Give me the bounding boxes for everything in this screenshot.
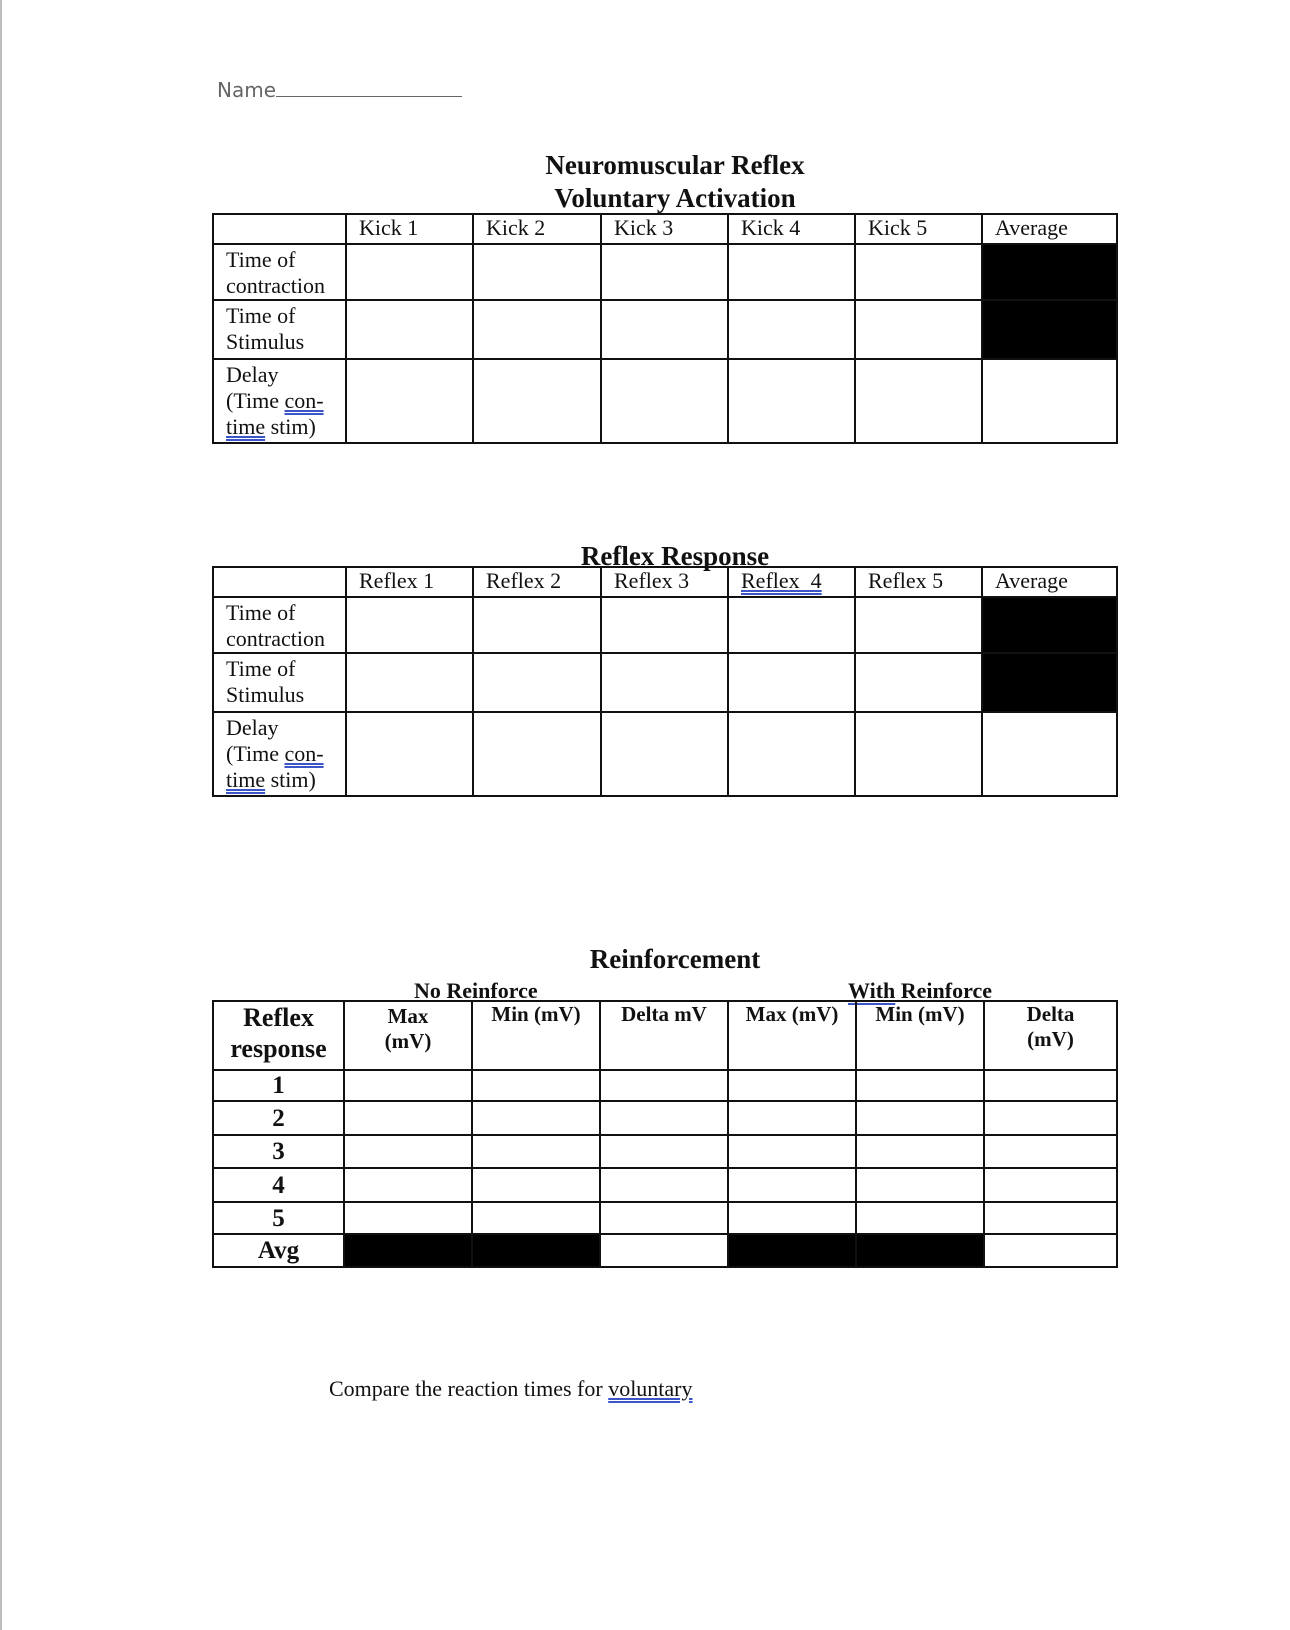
data-cell[interactable] — [601, 244, 728, 300]
voluntary-table — [212, 213, 1118, 444]
data-cell[interactable] — [728, 1168, 856, 1202]
row-label-line — [226, 767, 345, 793]
row-label-line: Delay — [226, 715, 279, 740]
voluntary-col-kick-5: Kick 5 — [855, 214, 982, 244]
reinforcement-row — [213, 1101, 1117, 1135]
data-cell[interactable] — [855, 359, 982, 443]
row-label-line — [226, 414, 345, 440]
data-cell[interactable] — [728, 653, 855, 712]
data-cell[interactable] — [728, 300, 855, 359]
blacked-out-cell — [856, 1234, 984, 1267]
data-cell[interactable] — [855, 653, 982, 712]
data-cell[interactable] — [344, 1202, 472, 1234]
header-line: (mV) — [1027, 1027, 1074, 1051]
reflex-row-label — [213, 653, 346, 712]
data-cell[interactable] — [856, 1202, 984, 1234]
voluntary-row-stimulus — [213, 300, 1117, 359]
reinforcement-row — [213, 1202, 1117, 1234]
row-number: 3 — [213, 1135, 344, 1168]
data-cell[interactable] — [346, 300, 473, 359]
data-cell[interactable] — [344, 1168, 472, 1202]
spellcheck-text: time — [226, 767, 266, 792]
data-cell[interactable] — [346, 653, 473, 712]
data-cell[interactable] — [984, 1101, 1117, 1135]
data-cell[interactable] — [984, 1135, 1117, 1168]
row-avg-label: Avg — [213, 1234, 344, 1267]
spellcheck-text: time — [226, 414, 266, 439]
data-cell[interactable] — [600, 1234, 728, 1267]
data-cell[interactable] — [728, 597, 855, 653]
reflex-col-2: Reflex 2 — [473, 567, 601, 597]
row-label-text: (Time — [226, 741, 285, 766]
row-label-text: (Time — [226, 388, 285, 413]
reflex-col-3: Reflex 3 — [601, 567, 728, 597]
data-cell[interactable] — [601, 359, 728, 443]
row-label-line — [226, 388, 345, 414]
data-cell[interactable] — [855, 597, 982, 653]
data-cell[interactable] — [472, 1070, 600, 1101]
voluntary-row-delay — [213, 359, 1117, 443]
data-cell[interactable] — [473, 244, 601, 300]
compare-prompt — [329, 1376, 693, 1402]
data-cell[interactable] — [728, 359, 855, 443]
data-cell[interactable] — [473, 597, 601, 653]
voluntary-col-kick-1: Kick 1 — [346, 214, 473, 244]
name-label: Name — [217, 78, 277, 102]
voluntary-title-line1: Neuromuscular Reflex — [545, 150, 805, 180]
data-cell[interactable] — [982, 712, 1117, 796]
data-cell[interactable] — [472, 1135, 600, 1168]
blacked-out-cell — [982, 653, 1117, 712]
voluntary-title-line2: Voluntary Activation — [554, 183, 796, 213]
data-cell[interactable] — [856, 1168, 984, 1202]
header-line: response — [230, 1034, 327, 1063]
reflex-header-row — [213, 567, 1117, 597]
spellcheck-text: Reflex 4 — [741, 568, 822, 593]
data-cell[interactable] — [728, 1070, 856, 1101]
data-cell[interactable] — [856, 1135, 984, 1168]
data-cell[interactable] — [472, 1202, 600, 1234]
reinforcement-table — [212, 1000, 1118, 1268]
voluntary-header-row — [213, 214, 1117, 244]
data-cell[interactable] — [600, 1070, 728, 1101]
header-line: (mV) — [384, 1029, 432, 1053]
row-number: 5 — [213, 1202, 344, 1234]
data-cell[interactable] — [344, 1135, 472, 1168]
reflex-col-5: Reflex 5 — [855, 567, 982, 597]
voluntary-col-kick-2: Kick 2 — [473, 214, 601, 244]
row-number: 2 — [213, 1101, 344, 1135]
data-cell[interactable] — [346, 244, 473, 300]
with-reinforce-text: Reinforce — [895, 978, 993, 1003]
reflex-corner-cell — [213, 567, 346, 597]
spellcheck-text: con- — [284, 388, 324, 413]
page-edge — [0, 0, 2, 1630]
voluntary-col-kick-3: Kick 3 — [601, 214, 728, 244]
data-cell[interactable] — [473, 300, 601, 359]
reinforcement-row — [213, 1070, 1117, 1101]
reflex-table — [212, 566, 1118, 797]
data-cell[interactable] — [728, 1135, 856, 1168]
data-cell[interactable] — [984, 1070, 1117, 1101]
row-label-line: Time of — [226, 303, 296, 328]
blacked-out-cell — [344, 1234, 472, 1267]
blacked-out-cell — [728, 1234, 856, 1267]
header-line: Reflex — [243, 1003, 314, 1032]
voluntary-corner-cell — [213, 214, 346, 244]
voluntary-row-label — [213, 244, 346, 300]
data-cell[interactable] — [472, 1101, 600, 1135]
reinforcement-row-avg — [213, 1234, 1117, 1267]
blacked-out-cell — [472, 1234, 600, 1267]
row-number: 4 — [213, 1168, 344, 1202]
voluntary-col-average: Average — [982, 214, 1117, 244]
spellcheck-text: With — [848, 978, 896, 1003]
data-cell[interactable] — [473, 653, 601, 712]
reflex-row-label — [213, 597, 346, 653]
data-cell[interactable] — [600, 1101, 728, 1135]
data-cell[interactable] — [855, 300, 982, 359]
col-min-with-reinforce: Min (mV) — [856, 1001, 984, 1070]
name-field[interactable] — [217, 78, 462, 102]
row-label-line: Delay — [226, 362, 279, 387]
data-cell[interactable] — [600, 1168, 728, 1202]
name-blank[interactable] — [276, 78, 462, 97]
reinforcement-header-row — [213, 1001, 1117, 1070]
reinforcement-row — [213, 1168, 1117, 1202]
row-label-line: Stimulus — [226, 329, 305, 354]
reflex-row-contraction — [213, 597, 1117, 653]
data-cell[interactable] — [984, 1202, 1117, 1234]
data-cell[interactable] — [601, 597, 728, 653]
col-min-no-reinforce: Min (mV) — [472, 1001, 600, 1070]
row-label-line: Time of — [226, 656, 296, 681]
row-number: 1 — [213, 1070, 344, 1101]
data-cell[interactable] — [346, 597, 473, 653]
reflex-row-label — [213, 712, 346, 796]
no-reinforce-label: No Reinforce — [414, 978, 538, 1003]
data-cell[interactable] — [856, 1070, 984, 1101]
data-cell[interactable] — [600, 1202, 728, 1234]
data-cell[interactable] — [855, 244, 982, 300]
row-label-line — [226, 741, 345, 767]
row-label-line: Time of — [226, 600, 296, 625]
spellcheck-text: voluntary — [608, 1376, 693, 1401]
row-label-line: Time of — [226, 247, 296, 272]
blacked-out-cell — [982, 300, 1117, 359]
header-line: Delta — [1026, 1002, 1075, 1026]
data-cell[interactable] — [344, 1070, 472, 1101]
row-label-text: stim) — [265, 414, 316, 439]
data-cell[interactable] — [473, 712, 601, 796]
reflex-title: Reflex Response — [580, 541, 770, 571]
row-label-line: contraction — [226, 626, 325, 651]
row-label-line: contraction — [226, 273, 325, 298]
data-cell[interactable] — [600, 1135, 728, 1168]
col-delta-no-reinforce: Delta mV — [600, 1001, 728, 1070]
voluntary-row-contraction — [213, 244, 1117, 300]
data-cell[interactable] — [344, 1101, 472, 1135]
compare-text: Compare the reaction times for — [329, 1376, 609, 1401]
data-cell[interactable] — [984, 1168, 1117, 1202]
reflex-row-delay — [213, 712, 1117, 796]
data-cell[interactable] — [728, 712, 855, 796]
row-label-line: Stimulus — [226, 682, 305, 707]
reinforcement-row — [213, 1135, 1117, 1168]
data-cell[interactable] — [984, 1234, 1117, 1267]
reinforcement-row-header — [213, 1001, 344, 1070]
header-line: Max — [387, 1004, 429, 1028]
col-max-no-reinforce — [344, 1001, 472, 1070]
reflex-col-4 — [728, 567, 855, 597]
spellcheck-text: con- — [284, 741, 324, 766]
blacked-out-cell — [982, 244, 1117, 300]
data-cell[interactable] — [856, 1101, 984, 1135]
data-cell[interactable] — [728, 244, 855, 300]
reflex-row-stimulus — [213, 653, 1117, 712]
col-max-with-reinforce: Max (mV) — [728, 1001, 856, 1070]
data-cell[interactable] — [346, 359, 473, 443]
voluntary-row-label — [213, 300, 346, 359]
data-cell[interactable] — [728, 1202, 856, 1234]
data-cell[interactable] — [982, 359, 1117, 443]
data-cell[interactable] — [473, 359, 601, 443]
col-delta-with-reinforce — [984, 1001, 1117, 1070]
blacked-out-cell — [982, 597, 1117, 653]
data-cell[interactable] — [728, 1101, 856, 1135]
reinforcement-title: Reinforcement — [589, 944, 761, 974]
data-cell[interactable] — [601, 712, 728, 796]
data-cell[interactable] — [855, 712, 982, 796]
voluntary-row-label — [213, 359, 346, 443]
voluntary-col-kick-4: Kick 4 — [728, 214, 855, 244]
data-cell[interactable] — [346, 712, 473, 796]
data-cell[interactable] — [601, 653, 728, 712]
data-cell[interactable] — [601, 300, 728, 359]
row-label-text: stim) — [265, 767, 316, 792]
reflex-col-average: Average — [982, 567, 1117, 597]
data-cell[interactable] — [472, 1168, 600, 1202]
reflex-col-1: Reflex 1 — [346, 567, 473, 597]
